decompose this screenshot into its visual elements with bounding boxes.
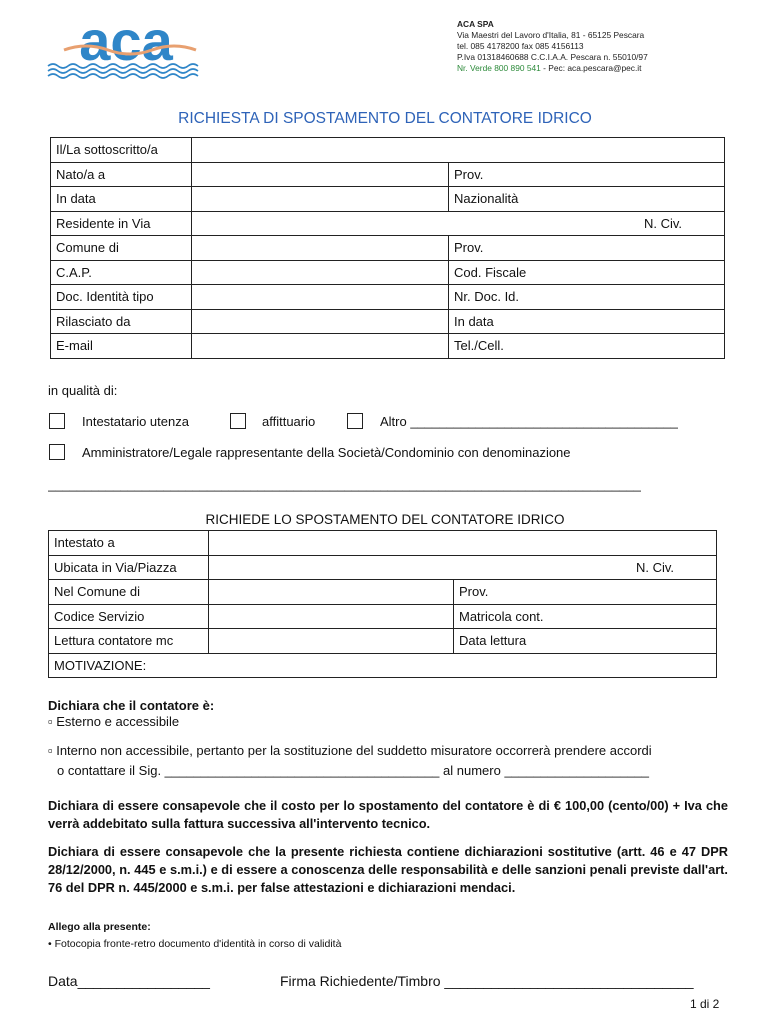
field-lettura[interactable] bbox=[209, 629, 454, 654]
field-email[interactable] bbox=[192, 334, 449, 359]
company-vat: P.Iva 01318460688 C.C.I.A.A. Pescara n. 55010/97 bbox=[457, 52, 648, 62]
dichiara-heading: Dichiara che il contatore è: bbox=[48, 698, 215, 713]
field-cap[interactable] bbox=[192, 260, 449, 285]
checkbox-affittuario[interactable] bbox=[230, 413, 246, 429]
field-comune[interactable] bbox=[192, 236, 449, 261]
option-affittuario: affittuario bbox=[262, 414, 316, 429]
option-intestatario: Intestatario utenza bbox=[82, 414, 189, 429]
field-rilasciato[interactable] bbox=[192, 309, 449, 334]
label-codice-servizio: Codice Servizio bbox=[49, 604, 209, 629]
allego-item: • Fotocopia fronte-retro documento d'identità in corso di validità bbox=[48, 938, 342, 950]
field-comune-contatore[interactable] bbox=[209, 580, 454, 605]
company-address: Via Maestri del Lavoro d'Italia, 81 - 65125 Pescara bbox=[457, 30, 645, 40]
field-ubicata[interactable]: N. Civ. bbox=[209, 555, 717, 580]
aca-logo bbox=[46, 16, 206, 80]
field-tel[interactable]: Tel./Cell. bbox=[449, 334, 725, 359]
field-residente[interactable]: N. Civ. bbox=[192, 211, 725, 236]
field-matricola[interactable]: Matricola cont. bbox=[454, 604, 717, 629]
field-nazionalita[interactable]: Nazionalità bbox=[449, 187, 725, 212]
company-name: ACA SPA bbox=[457, 19, 494, 29]
pec-address: - Pec: aca.pescara@pec.it bbox=[540, 63, 642, 73]
option-amministratore: Amministratore/Legale rappresentante della Società/Condominio con denominazione bbox=[82, 445, 571, 460]
company-phone: tel. 085 4178200 fax 085 4156113 bbox=[457, 41, 584, 51]
label-email: E-mail bbox=[51, 334, 192, 359]
label-comune-contatore: Nel Comune di bbox=[49, 580, 209, 605]
field-prov-residenza[interactable]: Prov. bbox=[449, 236, 725, 261]
applicant-table bbox=[50, 137, 725, 359]
data-field[interactable]: Data_________________ bbox=[48, 973, 210, 989]
denominazione-line: __________________________________________________________________________________ bbox=[48, 477, 641, 492]
field-cod-fiscale[interactable]: Cod. Fiscale bbox=[449, 260, 725, 285]
page-number: 1 di 2 bbox=[690, 997, 720, 1011]
allego-heading: Allego alla presente: bbox=[48, 921, 151, 933]
company-contacts bbox=[457, 63, 648, 74]
label-nato: Nato/a a bbox=[51, 162, 192, 187]
field-prov-contatore[interactable]: Prov. bbox=[454, 580, 717, 605]
field-doc-tipo[interactable] bbox=[192, 285, 449, 310]
green-number: Nr. Verde 800 890 541 bbox=[457, 63, 541, 73]
label-residente: Residente in Via bbox=[51, 211, 192, 236]
logo-lettering: aca bbox=[79, 16, 173, 72]
field-codice-servizio[interactable] bbox=[209, 604, 454, 629]
label-ubicata: Ubicata in Via/Piazza bbox=[49, 555, 209, 580]
checkbox-altro[interactable] bbox=[347, 413, 363, 429]
field-data-rilascio[interactable]: In data bbox=[449, 309, 725, 334]
checkbox-amministratore[interactable] bbox=[49, 444, 65, 460]
dichiarazioni-paragraph: Dichiara di essere consapevole che la presente richiesta contiene dichiarazioni sostitutive (artt. 46 e 47 DPR 28/12/2000, n. 445 e s.m.i.) e di essere a conoscenza delle responsabilità e delle sanzioni penali previste dall'art. 76 del DPR n. 445/2000 e s.m.i. per false attestazioni e dichiarazioni mendaci. bbox=[48, 844, 728, 895]
option-esterno[interactable]: ▫ Esterno e accessibile bbox=[48, 714, 180, 729]
label-comune: Comune di bbox=[51, 236, 192, 261]
costo-paragraph: Dichiara di essere consapevole che il costo per lo spostamento del contatore è di € 100,00 (cento/00) + Iva che verrà addebitato sulla fattura successiva all'intervento tecnico. bbox=[48, 798, 728, 831]
label-sottoscritto: Il/La sottoscritto/a bbox=[51, 138, 192, 163]
field-prov-nascita[interactable]: Prov. bbox=[449, 162, 725, 187]
meter-table bbox=[48, 530, 717, 678]
field-sottoscritto[interactable] bbox=[192, 138, 725, 163]
section-heading: RICHIEDE LO SPOSTAMENTO DEL CONTATORE IDRICO bbox=[205, 512, 565, 527]
company-info bbox=[457, 19, 648, 74]
field-data-nascita[interactable] bbox=[192, 187, 449, 212]
field-motivazione[interactable]: MOTIVAZIONE: bbox=[49, 653, 717, 678]
label-cap: C.A.P. bbox=[51, 260, 192, 285]
firma-field[interactable]: Firma Richiedente/Timbro ________________________________ bbox=[280, 973, 694, 989]
option-interno[interactable]: ▫ Interno non accessibile, pertanto per la sostituzione del suddetto misuratore occorrerà prendere accordi bbox=[48, 743, 652, 758]
page-title: RICHIESTA DI SPOSTAMENTO DEL CONTATORE IDRICO bbox=[178, 110, 592, 127]
field-data-lettura[interactable]: Data lettura bbox=[454, 629, 717, 654]
field-intestato[interactable] bbox=[209, 531, 717, 556]
field-nato[interactable] bbox=[192, 162, 449, 187]
label-in-data: In data bbox=[51, 187, 192, 212]
label-doc-tipo: Doc. Identità tipo bbox=[51, 285, 192, 310]
field-nr-doc[interactable]: Nr. Doc. Id. bbox=[449, 285, 725, 310]
checkbox-intestatario[interactable] bbox=[49, 413, 65, 429]
contatto-line: o contattare il Sig. ______________________________________ al numero ____________________ bbox=[57, 763, 650, 778]
qualita-label: in qualità di: bbox=[48, 383, 118, 398]
label-rilasciato: Rilasciato da bbox=[51, 309, 192, 334]
option-altro: Altro _____________________________________ bbox=[380, 414, 678, 429]
label-lettura: Lettura contatore mc bbox=[49, 629, 209, 654]
label-intestato: Intestato a bbox=[49, 531, 209, 556]
